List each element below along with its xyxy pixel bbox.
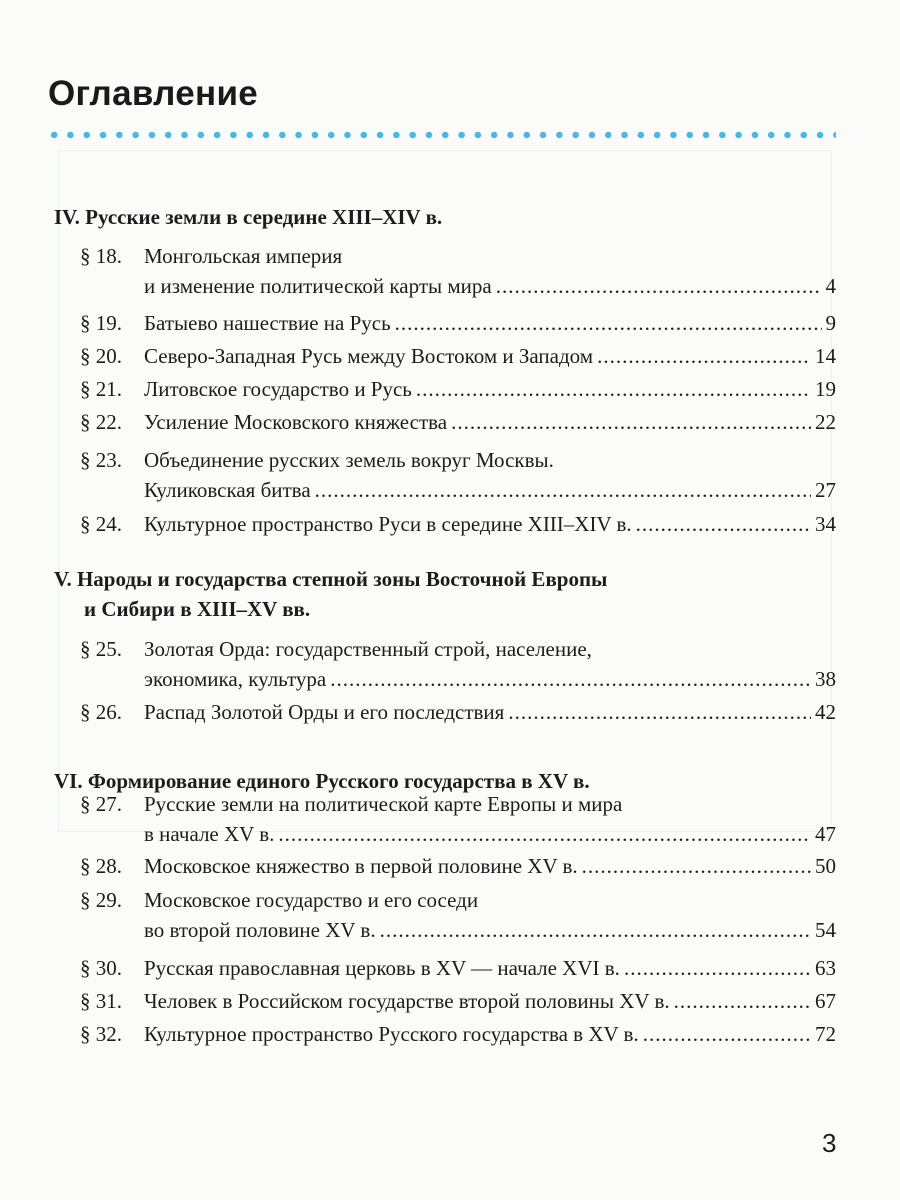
entry-last-line	[80, 953, 836, 983]
page-ref[interactable]: 38	[815, 667, 836, 691]
toc-entry[interactable]	[80, 789, 836, 849]
page-ref[interactable]: 19	[815, 377, 836, 401]
dot-leader	[330, 664, 811, 694]
section-heading-line: V. Народы и государства степной зоны Восточной Европы	[54, 567, 608, 591]
page-ref[interactable]: 54	[815, 918, 836, 942]
entry-title-line: экономика, культура	[144, 667, 327, 691]
page-title: Оглавление	[48, 74, 259, 113]
dot-leader	[624, 953, 811, 983]
toc-entry[interactable]	[80, 697, 836, 727]
toc-entry[interactable]	[80, 407, 836, 437]
toc-entry[interactable]	[80, 851, 836, 881]
dot-leader	[582, 851, 811, 881]
entry-title-line: Распад Золотой Орды и его последствия	[144, 700, 505, 724]
entry-title-line: Московское государство и его соседи	[144, 888, 479, 912]
paragraph-number: § 24.	[80, 512, 122, 536]
entry-title-line: Культурное пространство Руси в середине XIII–XIV в.	[144, 512, 632, 536]
dot-leader	[278, 819, 811, 849]
dot-leader	[380, 915, 811, 945]
entry-last-line	[80, 341, 836, 371]
entry-title-line: Монгольская империя	[144, 244, 343, 268]
paragraph-number: § 22.	[80, 410, 122, 434]
paragraph-number: § 29.	[80, 888, 122, 912]
page-ref[interactable]: 72	[815, 1022, 836, 1046]
entry-title-line: Русская православная церковь в XV — начале XVI в.	[144, 956, 620, 980]
section-heading	[54, 202, 442, 232]
entry-last-line	[80, 986, 836, 1016]
entry-last-line	[80, 308, 836, 338]
entry-title-line: Усиление Московского княжества	[144, 410, 448, 434]
page-ref[interactable]: 14	[815, 344, 836, 368]
paragraph-number: § 32.	[80, 1022, 122, 1046]
paragraph-number: § 19.	[80, 311, 122, 335]
entry-last-line	[80, 374, 836, 404]
toc-entry[interactable]	[80, 241, 836, 301]
page-ref[interactable]: 4	[825, 274, 836, 298]
dot-leader	[674, 986, 811, 1016]
entry-last-line	[80, 664, 836, 694]
dot-leader	[416, 374, 811, 404]
page-ref[interactable]: 63	[815, 956, 836, 980]
page-ref[interactable]: 34	[815, 512, 836, 536]
page-ref[interactable]: 9	[825, 311, 836, 335]
dot-leader	[643, 1019, 811, 1049]
entry-title-line: Северо-Западная Русь между Востоком и Западом	[144, 344, 594, 368]
paragraph-number: § 20.	[80, 344, 122, 368]
toc-entry[interactable]	[80, 986, 836, 1016]
entry-title-line: во второй половине XV в.	[144, 918, 376, 942]
entry-last-line	[80, 851, 836, 881]
toc-entry[interactable]	[80, 953, 836, 983]
dot-leader	[315, 475, 811, 505]
dot-leader	[636, 509, 811, 539]
entry-title-line: Батыево нашествие на Русь	[144, 311, 391, 335]
paragraph-number: § 30.	[80, 956, 122, 980]
entry-title-line: в начале XV в.	[144, 822, 275, 846]
entry-title-line: Московское княжество в первой половине XV в.	[144, 854, 578, 878]
entry-last-line	[80, 475, 836, 505]
toc-entry[interactable]	[80, 1019, 836, 1049]
section-heading-line: VI. Формирование единого Русского государства в XV в.	[54, 769, 590, 793]
entry-title-line: Куликовская битва	[144, 478, 311, 502]
entry-title-line: Объединение русских земель вокруг Москвы.	[144, 448, 554, 472]
section-heading-line: и Сибири в XIII–XV вв.	[84, 597, 311, 621]
paragraph-number: § 31.	[80, 989, 122, 1013]
section-heading-line: IV. Русские земли в середине XIII–XIV в.	[54, 205, 443, 229]
toc-entry[interactable]	[80, 341, 836, 371]
section-heading	[54, 564, 607, 624]
toc-entry[interactable]	[80, 374, 836, 404]
toc-entry[interactable]	[80, 885, 836, 945]
dot-leader	[508, 697, 811, 727]
paragraph-number: § 26.	[80, 700, 122, 724]
toc-entry[interactable]	[80, 445, 836, 505]
entry-last-line	[80, 509, 836, 539]
toc-entry[interactable]	[80, 308, 836, 338]
paragraph-number: § 27.	[80, 792, 122, 816]
dot-leader	[597, 341, 811, 371]
page-ref[interactable]: 50	[815, 854, 836, 878]
entry-title-line: и изменение политической карты мира	[144, 274, 492, 298]
paragraph-number: § 21.	[80, 377, 122, 401]
entry-last-line	[80, 819, 836, 849]
entry-last-line	[80, 271, 836, 301]
dot-leader	[496, 271, 822, 301]
entry-last-line	[80, 697, 836, 727]
page-ref[interactable]: 67	[815, 989, 836, 1013]
entry-last-line	[80, 407, 836, 437]
toc-entry[interactable]	[80, 634, 836, 694]
page-ref[interactable]: 27	[815, 478, 836, 502]
entry-title-line: Русские земли на политической карте Европы и мира	[144, 792, 623, 816]
entry-title-line: Литовское государство и Русь	[144, 377, 412, 401]
entry-title-line: Золотая Орда: государственный строй, население,	[144, 637, 592, 661]
page-ref[interactable]: 47	[815, 822, 836, 846]
entry-title-line: Человек в Российском государстве второй половины XV в.	[144, 989, 670, 1013]
entry-last-line	[80, 915, 836, 945]
entry-last-line	[80, 1019, 836, 1049]
dot-leader	[395, 308, 822, 338]
paragraph-number: § 18.	[80, 244, 122, 268]
toc-entry[interactable]	[80, 509, 836, 539]
paragraph-number: § 23.	[80, 448, 122, 472]
paragraph-number: § 28.	[80, 854, 122, 878]
paragraph-number: § 25.	[80, 637, 122, 661]
entry-title-line: Культурное пространство Русского государства в XV в.	[144, 1022, 639, 1046]
page-ref[interactable]: 22	[815, 410, 836, 434]
dot-leader	[451, 407, 811, 437]
page-ref[interactable]: 42	[815, 700, 836, 724]
page-number: 3	[822, 1128, 837, 1158]
